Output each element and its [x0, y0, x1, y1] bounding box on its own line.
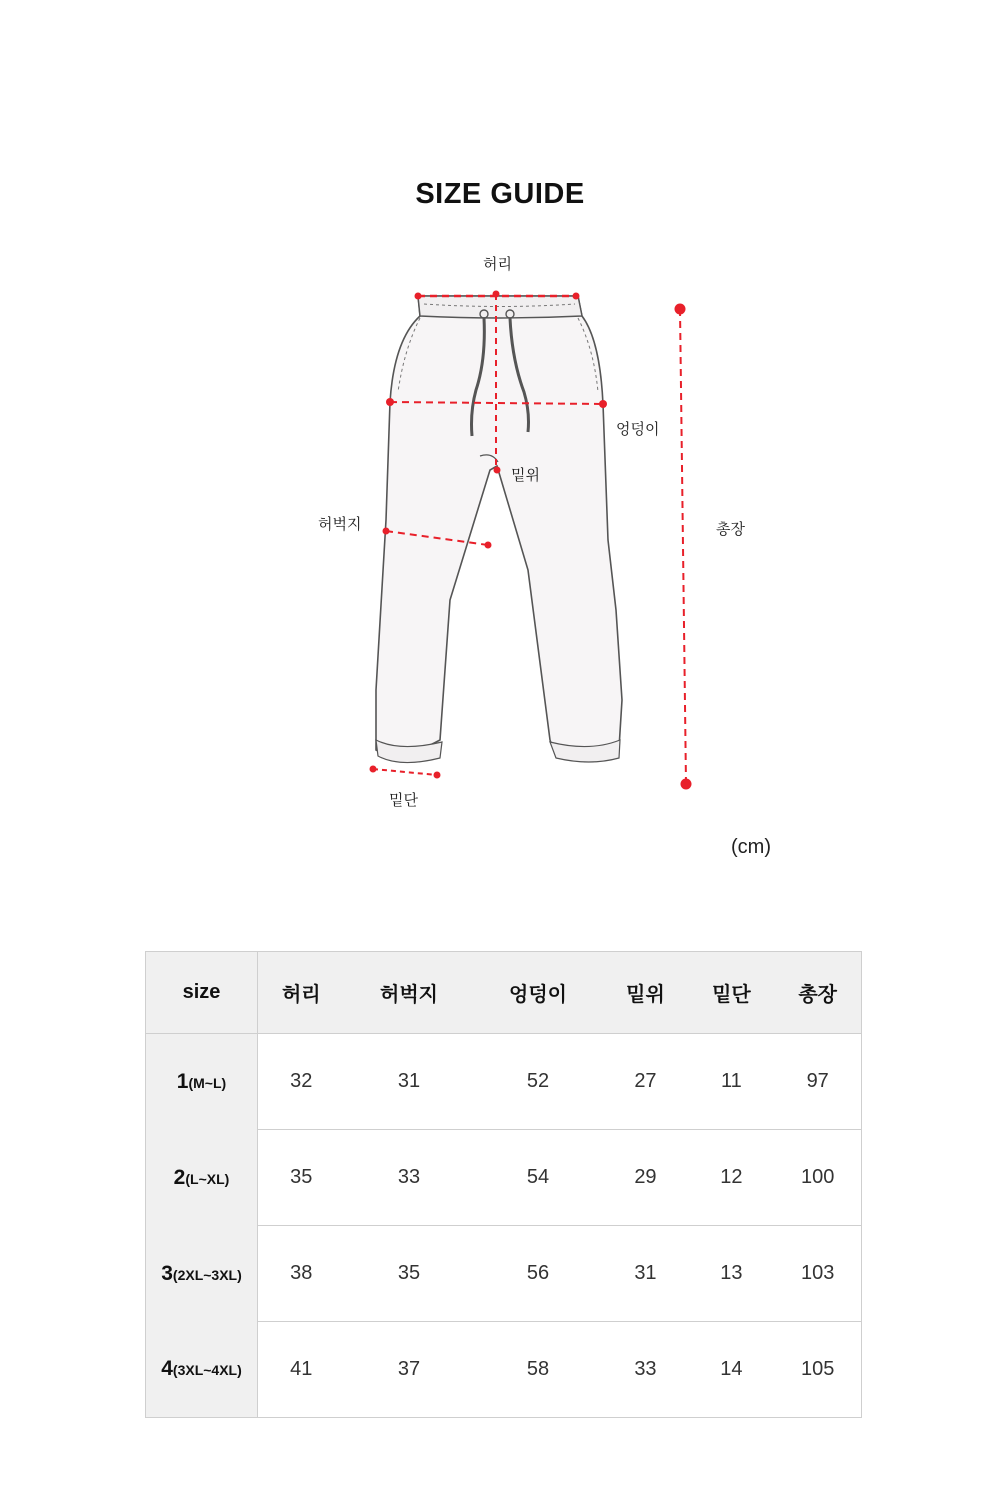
table-header-row — [146, 952, 862, 1034]
size-range: (3XL~4XL) — [172, 1362, 242, 1379]
table-cell: 56 — [474, 1226, 603, 1322]
table-cell: 35 — [258, 1130, 345, 1226]
size-table — [145, 951, 862, 1418]
size-number: 2 — [173, 1165, 186, 1189]
hem-label: 밑단 — [389, 791, 418, 809]
table-cell: 27 — [602, 1034, 688, 1130]
waistband — [418, 296, 582, 318]
unit-label: (cm) — [731, 836, 771, 858]
waist-label: 허리 — [483, 255, 512, 273]
size-range: (M~L) — [188, 1074, 227, 1091]
total-length-label: 총장 — [716, 520, 745, 538]
rise-label: 밑위 — [511, 466, 540, 484]
table-row — [146, 1322, 862, 1418]
table-cell: 105 — [774, 1322, 861, 1418]
table-cell: 100 — [774, 1130, 861, 1226]
table-cell: 33 — [345, 1130, 474, 1226]
table-cell: 35 — [345, 1226, 474, 1322]
table-cell: 33 — [602, 1322, 688, 1418]
table-cell: 13 — [688, 1226, 774, 1322]
table-cell: 31 — [345, 1034, 474, 1130]
table-cell: 41 — [258, 1322, 345, 1418]
table-cell: 37 — [345, 1322, 474, 1418]
size-number: 3 — [161, 1261, 173, 1285]
table-cell: 103 — [774, 1226, 861, 1322]
header-waist: 허리 — [258, 952, 345, 1034]
header-rise: 밑위 — [602, 952, 688, 1034]
table-cell: 11 — [688, 1034, 774, 1130]
table-cell: 38 — [258, 1226, 345, 1322]
table-cell: 29 — [602, 1130, 688, 1226]
size-cell — [146, 1034, 258, 1130]
table-cell: 32 — [258, 1034, 345, 1130]
table-cell: 52 — [474, 1034, 603, 1130]
page-title: SIZE GUIDE — [415, 178, 585, 210]
size-cell — [146, 1322, 258, 1418]
size-number: 4 — [161, 1357, 173, 1381]
pants-outline — [376, 296, 622, 758]
table-row — [146, 1226, 862, 1322]
size-number: 1 — [176, 1069, 189, 1093]
table-cell: 97 — [774, 1034, 861, 1130]
table-cell: 12 — [688, 1130, 774, 1226]
table-cell: 58 — [474, 1322, 603, 1418]
header-thigh: 허벅지 — [345, 952, 474, 1034]
table-cell: 14 — [688, 1322, 774, 1418]
table-cell: 31 — [602, 1226, 688, 1322]
size-range: (L~XL) — [185, 1170, 230, 1187]
header-hem: 밑단 — [688, 952, 774, 1034]
hem-measure — [370, 766, 441, 779]
table-cell: 54 — [474, 1130, 603, 1226]
header-total-length: 총장 — [774, 952, 861, 1034]
table-row — [146, 1130, 862, 1226]
size-range: (2XL~3XL) — [172, 1266, 242, 1283]
hip-label: 엉덩이 — [616, 420, 660, 438]
size-cell — [146, 1226, 258, 1322]
table-row — [146, 1034, 862, 1130]
thigh-label: 허벅지 — [318, 515, 362, 533]
header-hip: 엉덩이 — [474, 952, 603, 1034]
total-length-measure — [675, 304, 692, 790]
size-cell — [146, 1130, 258, 1226]
header-size: size — [146, 952, 258, 1034]
